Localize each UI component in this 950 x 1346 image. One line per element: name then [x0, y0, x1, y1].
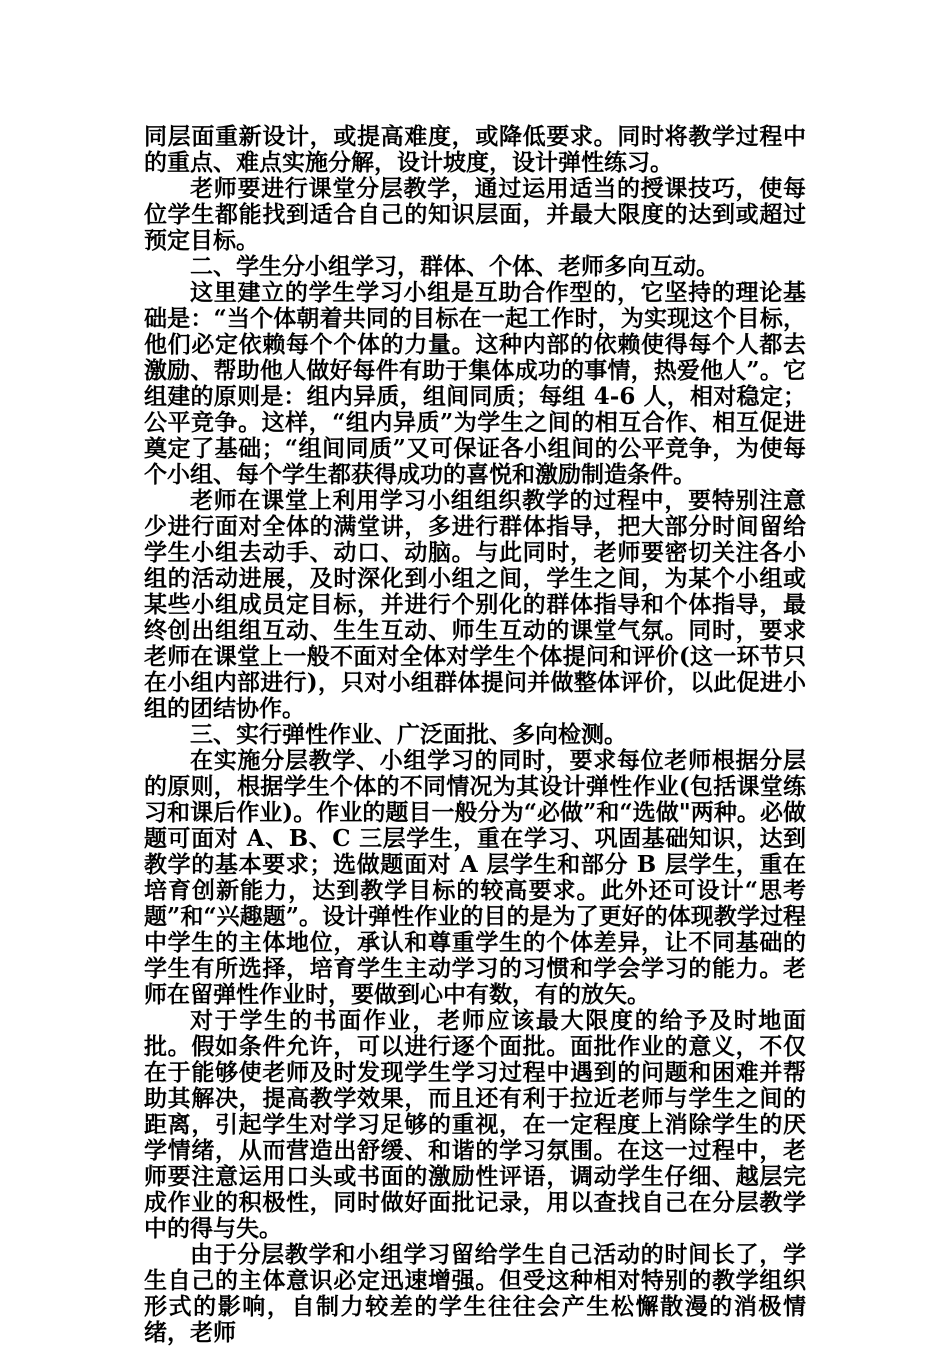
section-heading-2: 二、学生分小组学习，群体、个体、老师多向互动。 — [190, 253, 719, 280]
section-heading-3: 三、实行弹性作业、广泛面批、多向检测。 — [190, 721, 627, 748]
paragraph-2: 老师要进行课堂分层教学，通过运用适当的授课技巧，使每位学生都能找到适合自己的知识层面，并最大限度的达到或超过预定目标。 — [144, 175, 806, 254]
paragraph-6: 对于学生的书面作业，老师应该最大限度的给予及时地面批。假如条件允许，可以进行逐个面批。面批作业的意义，不仅在于能够使老师及时发现学生学习过程中遇到的问题和困难并帮助其解决，提高教学效果，而且还有利于拉近老师与学生之间的距离，引起学生对学习足够的重视，在一定程度上消除学生的厌学情绪，从而营造出舒缓、和谐的学习氛围。在这一过程中，老师要注意运用口头或书面的激励性评语，调动学生仔细、越层完成作业的积极性，同时做好面批记录，用以查找自己在分层教学中的得与失。 — [144, 1007, 806, 1242]
paragraph-5: 在实施分层教学、小组学习的同时，要求每位老师根据分层的原则，根据学生个体的不同情况为其设计弹性作业(包括课堂练习和课后作业)。作业的题目一般分为“必做”和“选做"两种。必做题可面对 A、B、C 三层学生，重在学习、巩固基础知识，达到教学的基本要求；选做题面对 A 层学生和部分 B 层学生，重在培育创新能力，达到教学目标的较高要求。此外还可设计“思考题”和“兴趣题”。设计弹性作业的目的是为了更好的体现教学过程中学生的主体地位，承认和尊重学生的个体差异，让不同基础的学生有所选择，培育学生主动学习的习惯和学会学习的能力。老师在留弹性作业时，要做到心中有数，有的放矢。 — [144, 747, 806, 1008]
document-page — [144, 124, 806, 1346]
paragraph-4: 老师在课堂上利用学习小组组织教学的过程中，要特别注意少进行面对全体的满堂讲，多进行群体指导，把大部分时间留给学生小组去动手、动口、动脑。与此同时，老师要密切关注各小组的活动进展，及时深化到小组之间，学生之间，为某个小组或某些小组成员定目标，并进行个别化的群体指导和个体指导，最终创出组组互动、生生互动、师生互动的课堂气氛。同时，要求老师在课堂上一般不面对全体对学生个体提问和评价(这一环节只在小组内部进行)，只对小组群体提问并做整体评价，以此促进小组的团结协作。 — [144, 487, 806, 722]
paragraph-3: 这里建立的学生学习小组是互助合作型的，它坚持的理论基础是：“当个体朝着共同的目标在一起工作时，为实现这个目标，他们必定依赖每个个体的力量。这种内部的依赖使得每个人都去激励、帮助他人做好每件有助于集体成功的事情，热爱他人”。它组建的原则是：组内异质，组间同质；每组 4-6 人，相对稳定；公平竞争。这样，“组内异质”为学生之间的相互合作、相互促进奠定了基础；“组间同质”又可保证各小组间的公平竞争，为使每个小组、每个学生都获得成功的喜悦和激励制造条件。 — [144, 279, 806, 488]
paragraph-1: 同层面重新设计，或提高难度，或降低要求。同时将教学过程中的重点、难点实施分解，设计坡度，设计弹性练习。 — [144, 123, 806, 176]
paragraph-7: 由于分层教学和小组学习留给学生自己活动的时间长了，学生自己的主体意识必定迅速增强。但受这种相对特别的教学组织形式的影响，自制力较差的学生往往会产生松懈散漫的消极情绪，老师 — [144, 1241, 806, 1346]
